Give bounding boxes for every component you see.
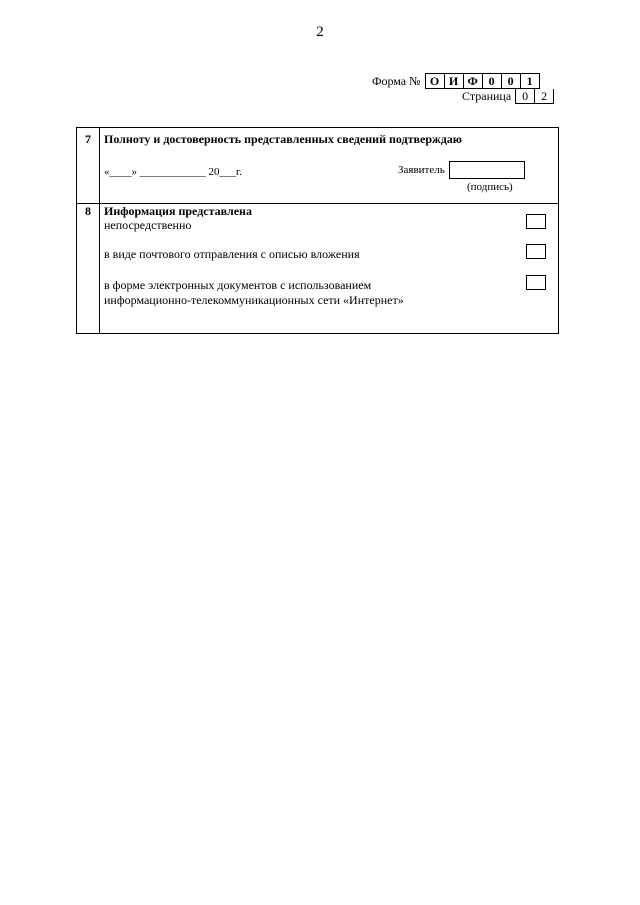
option-post-label: в виде почтового отправления с описью вложения bbox=[104, 247, 360, 261]
form-number bbox=[372, 73, 540, 89]
option-electronic-label: в форме электронных документов с использованием информационно-телекоммуникационных сети «Интернет» bbox=[104, 278, 404, 307]
form-code-cell: 0 bbox=[502, 74, 521, 88]
column-divider bbox=[99, 128, 100, 333]
form-code-cell: И bbox=[445, 74, 464, 88]
page-field bbox=[462, 89, 554, 104]
page-label: Страница bbox=[462, 89, 512, 103]
signature-field[interactable] bbox=[449, 161, 525, 179]
option-direct-label: непосредственно bbox=[104, 218, 192, 232]
page-number: 2 bbox=[316, 24, 324, 40]
option-post-checkbox[interactable] bbox=[526, 244, 546, 259]
signature-hint: (подпись) bbox=[467, 181, 513, 193]
form-table bbox=[76, 127, 559, 334]
page-digit-cells bbox=[515, 89, 554, 104]
form-code-cell: Ф bbox=[464, 74, 483, 88]
applicant-label: Заявитель bbox=[398, 164, 445, 176]
page-digit-cell: 0 bbox=[516, 89, 535, 103]
section-7-number: 7 bbox=[85, 132, 91, 146]
form-code-cells bbox=[425, 73, 540, 89]
option-direct-checkbox[interactable] bbox=[526, 214, 546, 229]
option-electronic-checkbox[interactable] bbox=[526, 275, 546, 290]
page-digit-cell: 2 bbox=[535, 89, 554, 103]
section-8-title: Информация представлена bbox=[104, 204, 252, 218]
date-line[interactable]: «____» ____________ 20___г. bbox=[104, 166, 243, 178]
form-code-cell: 1 bbox=[521, 74, 540, 88]
form-code-cell: О bbox=[426, 74, 445, 88]
form-code-cell: 0 bbox=[483, 74, 502, 88]
section-7-title: Полноту и достоверность представленных сведений подтверждаю bbox=[104, 132, 462, 146]
form-label: Форма № bbox=[372, 73, 421, 88]
section-8-number: 8 bbox=[85, 204, 91, 218]
